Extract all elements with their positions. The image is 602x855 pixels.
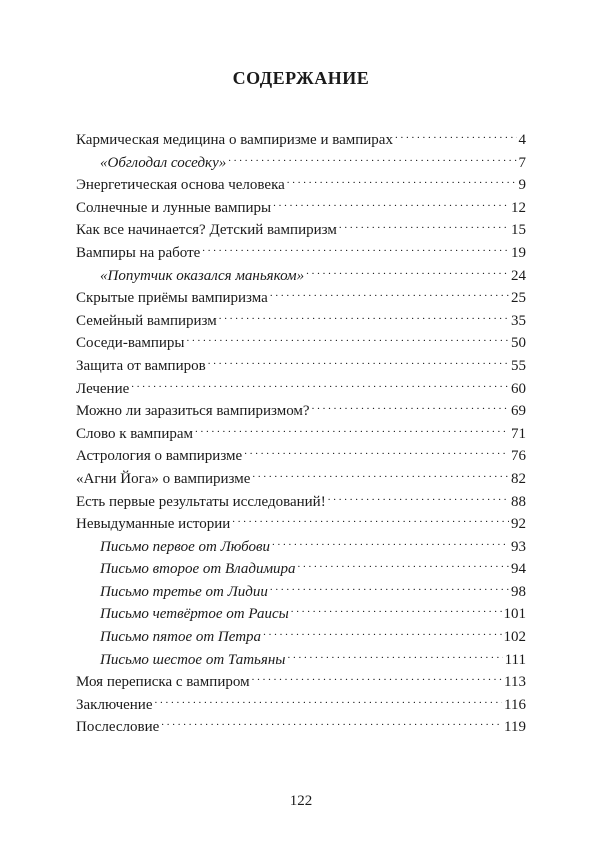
dot-leader <box>195 423 509 438</box>
toc-entry-page: 113 <box>504 674 526 691</box>
dot-leader <box>219 310 509 325</box>
toc-entry <box>76 513 526 536</box>
toc-entry <box>76 287 526 310</box>
toc-entry-title: Семейный вампиризм <box>76 312 217 329</box>
dot-leader <box>291 603 502 618</box>
toc-entry-page: 76 <box>511 448 526 465</box>
toc-entry-page: 119 <box>504 719 526 736</box>
toc-entry-title: Письмо первое от Любови <box>100 538 270 555</box>
toc-entry <box>76 400 526 423</box>
toc-entry-title: Моя переписка с вампиром <box>76 674 250 691</box>
toc-entry-title: Есть первые результаты исследований! <box>76 493 326 510</box>
page-number: 122 <box>289 793 313 809</box>
dot-leader <box>306 265 509 280</box>
toc-entry-page: 101 <box>503 606 526 623</box>
toc-entry-title: Солнечные и лунные вампиры <box>76 199 272 216</box>
toc-entry-page: 15 <box>511 222 526 239</box>
toc-entry <box>76 423 526 446</box>
dot-leader <box>339 219 509 234</box>
toc-entry-page: 50 <box>511 335 526 352</box>
toc-entry-title: Скрытые приёмы вампиризма <box>76 290 268 307</box>
toc-entry <box>76 491 526 514</box>
toc-entry-title: Энергетическая основа человека <box>76 177 285 194</box>
toc-entry-page: 94 <box>511 561 526 578</box>
toc-entry <box>76 536 526 559</box>
toc-entry-page: 69 <box>511 403 526 420</box>
dot-leader <box>252 671 502 686</box>
toc-entry-page: 4 <box>518 132 526 148</box>
dot-leader <box>244 445 509 460</box>
toc-entry-page: 88 <box>511 493 526 510</box>
toc-entry-title: Письмо шестое от Татьяны <box>100 651 286 668</box>
dot-leader <box>287 174 517 189</box>
toc-entry-page: 93 <box>511 538 526 555</box>
dot-leader <box>263 626 501 641</box>
dot-leader <box>252 468 509 483</box>
dot-leader <box>328 491 509 506</box>
toc-entry <box>76 694 526 717</box>
dot-leader <box>270 581 509 596</box>
toc-entry-title: Слово к вампирам <box>76 425 193 442</box>
toc-entry-title: Защита от вампиров <box>76 357 206 374</box>
toc-entry-title: Заключение <box>76 696 153 713</box>
dot-leader <box>270 287 509 302</box>
toc-entry-title: Астрология о вампиризме <box>76 448 243 465</box>
toc-entry-title: «Попутчик оказался маньяком» <box>100 267 305 284</box>
toc-entry <box>76 671 526 694</box>
toc-entry-title: Послесловие <box>76 719 160 736</box>
toc-entry <box>76 468 526 491</box>
toc-entry-title: Письмо четвёртое от Раисы <box>100 606 289 623</box>
toc-entry <box>76 649 526 672</box>
dot-leader <box>131 378 509 393</box>
toc-entry <box>76 219 526 242</box>
dot-leader <box>273 197 509 212</box>
toc-entry-title: «Обглодал соседку» <box>100 154 227 171</box>
toc-entry <box>76 558 526 581</box>
toc-entry-page: 19 <box>511 244 526 261</box>
dot-leader <box>228 152 516 167</box>
toc-entry-page: 25 <box>511 290 526 307</box>
toc-entry-title: Вампиры на работе <box>76 244 201 261</box>
toc-entry-title: Можно ли заразиться вампиризмом? <box>76 403 310 420</box>
toc-entry-page: 24 <box>511 267 526 284</box>
toc-entry <box>76 310 526 333</box>
toc-entry-title: Кармическая медицина о вампиризме и вампирах <box>76 132 393 148</box>
dot-leader <box>287 649 502 664</box>
toc-entry-title: Письмо пятое от Петра <box>100 629 262 646</box>
toc-entry <box>76 174 526 197</box>
toc-entry-title: Как все начинается? Детский вампиризм <box>76 222 337 239</box>
dot-leader <box>312 400 509 415</box>
toc-entry <box>76 603 526 626</box>
toc-entry <box>76 378 526 401</box>
toc-entry <box>76 197 526 220</box>
toc-entry <box>76 242 526 265</box>
toc-entry-page: 9 <box>518 177 526 194</box>
toc-entry-page: 12 <box>511 199 526 216</box>
toc-entry-title: Соседи-вампиры <box>76 335 185 352</box>
dot-leader <box>208 355 509 370</box>
toc-entry-title: Письмо третье от Лидии <box>100 583 268 600</box>
toc-entry-title: Лечение <box>76 380 130 397</box>
toc-entry-page: 92 <box>511 516 526 533</box>
toc-entry <box>76 265 526 288</box>
toc-entry <box>76 355 526 378</box>
table-of-contents <box>76 129 526 739</box>
toc-entry <box>76 581 526 604</box>
toc-entry-title: Письмо второе от Владимира <box>100 561 296 578</box>
toc-entry-page: 60 <box>511 380 526 397</box>
toc-entry-page: 116 <box>504 696 526 713</box>
toc-entry <box>76 152 526 175</box>
dot-leader <box>272 536 509 551</box>
dot-leader <box>202 242 509 257</box>
toc-entry <box>76 332 526 355</box>
page-title: СОДЕРЖАНИЕ <box>232 68 370 88</box>
dot-leader <box>232 513 509 528</box>
toc-entry <box>76 129 526 152</box>
toc-entry-page: 111 <box>504 651 526 668</box>
toc-entry-page: 102 <box>503 629 526 646</box>
toc-entry-page: 98 <box>511 583 526 600</box>
toc-entry-page: 7 <box>518 154 526 171</box>
toc-entry-page: 55 <box>511 357 526 374</box>
dot-leader <box>155 694 503 709</box>
toc-entry-page: 82 <box>511 470 526 487</box>
toc-entry <box>76 716 526 739</box>
toc-entry <box>76 445 526 468</box>
toc-entry-title: Невыдуманные истории <box>76 516 231 533</box>
toc-entry <box>76 626 526 649</box>
dot-leader <box>395 129 517 144</box>
toc-entry-title: «Агни Йога» о вампиризме <box>76 470 251 487</box>
dot-leader <box>187 332 509 347</box>
dot-leader <box>298 558 509 573</box>
dot-leader <box>161 716 502 731</box>
toc-entry-page: 71 <box>511 425 526 442</box>
toc-entry-page: 35 <box>511 312 526 329</box>
